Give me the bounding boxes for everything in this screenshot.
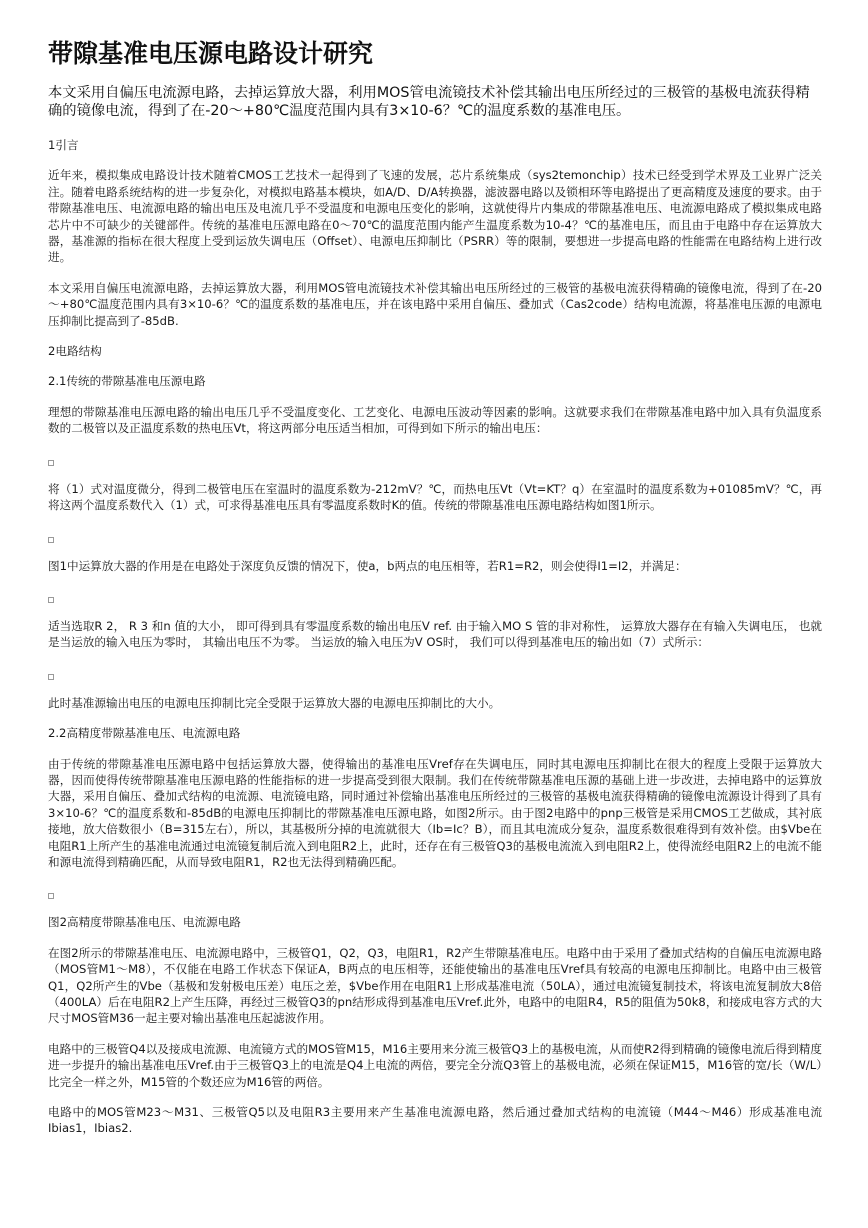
section-heading-intro: 1引言 (48, 138, 79, 152)
paragraph: 电路中的MOS管M23～M31、三极管Q5以及电阻R3主要用来产生基准电流源电路，然后通过叠加式结构的电流镜（M44～M46）形成基准电流Ibias1，Ibias2. (48, 1105, 822, 1136)
paragraph: 适当选取R 2， R 3 和n 值的大小， 即可得到具有零温度系数的输出电压V ref. 由于输入MO S 管的非对称性， 运算放大器存在有输入失调电压， 也就是当运放的输入电压为零时， 其输出电压不为零。 当运放的输入电压为V OS时， 我们可以得到基准电压的输出如（7）式所示： (48, 618, 822, 650)
equation-image (48, 451, 822, 467)
section-heading-circuit: 2电路结构 (48, 344, 102, 359)
paragraph: 理想的带隙基准电压源电路的输出电压几乎不受温度变化、工艺变化、电源电压波动等因素的影响。这就要求我们在带隙基准电路中加入具有负温度系数的二极管以及正温度系数的热电压Vt，将这两部分电压适当相加，可得到如下所示的输出电压： (48, 404, 822, 436)
paragraph: 图1中运算放大器的作用是在电路处于深度负反馈的情况下，使a，b两点的电压相等，若R1=R2，则会使得I1=I2，并满足： (48, 558, 687, 573)
equation-image (48, 588, 822, 604)
broken-image-icon (48, 597, 54, 603)
document-page (48, 34, 822, 1151)
paragraph: 电路中的三极管Q4以及接成电流源、电流镜方式的MOS管M15，M16主要用来分流三极管Q3上的基极电流，从而使R2得到精确的镜像电流后得到精度进一步提升的输出基准电压Vref.由于三极管Q3上的电流是Q4上电流的两倍，要完全分流Q3管上的基极电流，必须在保证M15，M16管的宽/长（W/L）比完全一样之外，M15管的个数还应为M16管的两倍。 (48, 1041, 822, 1089)
paragraph: 本文采用自偏压电流源电路，去掉运算放大器，利用MOS管电流镜技术补偿其输出电压所经过的三极管的基极电流获得精确的镜像电流，得到了在-20～+80℃温度范围内具有3×10-6？℃的温度系数的基准电压，并在该电路中采用自偏压、叠加式（Cas2code）结构电流源，将基准电压源的电源电压抑制比提高到了-85dB. (48, 280, 822, 328)
broken-image-icon (48, 893, 54, 899)
subsection-heading-high-precision: 2.2高精度带隙基准电压、电流源电路 (48, 726, 241, 741)
figure-image (48, 528, 822, 544)
paragraph: 将（1）式对温度微分，得到二极管电压在室温时的温度系数为-212mV？℃，而热电压Vt（Vt=KT？q）在室温时的温度系数为+01085mV？℃，再将这两个温度系数代入（1）式，可求得基准电压具有零温度系数时K的值。传统的带隙基准电压源电路结构如图1所示。 (48, 481, 822, 513)
paragraph: 此时基准源输出电压的电源电压抑制比完全受限于运算放大器的电源电压抑制比的大小。 (48, 695, 501, 710)
paragraph: 近年来，模拟集成电路设计技术随着CMOS工艺技术一起得到了飞速的发展，芯片系统集成（sys2temonchip）技术已经受到学术界及工业界广泛关注。随着电路系统结构的进一步复杂化，对模拟电路基本模块，如A/D、D/A转换器，滤波器电路以及锁相环等电路提出了更高精度及速度的要求。由于带隙基准电压、电流源电路的输出电压及电流几乎不受温度和电源电压变化的影响，这就使得片内集成的带隙基准电压、电流源电路成了模拟集成电路芯片中不可缺少的关键部件。传统的基准电压源电路在0～70℃的温度范围内能产生温度系数为10-4？℃的基准电压，而且由于电路中存在运算放大器，基准源的指标在很大程度上受到运放失调电压（Offset）、电源电压抑制比（PSRR）等的限制，要想进一步提高电路的性能需在电路结构上进行改进。 (48, 168, 822, 265)
broken-image-icon (48, 460, 54, 466)
page-title: 带隙基准电压源电路设计研究 (48, 39, 374, 68)
equation-image (48, 665, 822, 681)
figure-image (48, 884, 822, 900)
subsection-heading-traditional: 2.1传统的带隙基准电压源电路 (48, 374, 206, 389)
figure-caption: 图2高精度带隙基准电压、电流源电路 (48, 915, 241, 930)
broken-image-icon (48, 674, 54, 680)
broken-image-icon (48, 537, 54, 543)
paragraph: 在图2所示的带隙基准电压、电流源电路中，三极管Q1，Q2，Q3，电阻R1，R2产生带隙基准电压。电路中由于采用了叠加式结构的自偏压电流源电路（MOS管M1～M8），不仅能在电路工作状态下保证A，B两点的电压相等，还能使输出的基准电压Vref具有较高的电源电压抑制比。电路中由三极管Q1，Q2所产生的Vbe（基极和发射极电压差）电压之差，$Vbe作用在电阻R1上形成基准电流（50LA），通过电流镜复制技术，将该电流复制放大8倍（400LA）后在电阻R2上产生压降，再经过三极管Q3的pn结形成得到基准电压Vref.此外，电路中的电阻R4，R5的阻值为50k8，和接成电容方式的大尺寸MOS管M36一起主要对输出基准电压起滤波作用。 (48, 945, 822, 1026)
abstract: 本文采用自偏压电流源电路，去掉运算放大器，利用MOS管电流镜技术补偿其输出电压所经过的三极管的基极电流获得精确的镜像电流，得到了在-20～+80℃温度范围内具有3×10-6？℃的温度系数的基准电压。 (48, 85, 810, 119)
paragraph: 由于传统的带隙基准电压源电路中包括运算放大器，使得输出的基准电压Vref存在失调电压，同时其电源电压抑制比在很大的程度上受限于运算放大器，因而使得传统带隙基准电压源电路的性能指标的进一步提高受到很大限制。我们在传统带隙基准电压源的基础上进一步改进，去掉电路中的运算放大器，采用自偏压、叠加式结构的电流源、电流镜电路，同时通过补偿输出基准电压所经过的三极管的基极电流获得精确的镜像电流源设计得到了具有3×10-6？℃的温度系数和-85dB的电源电压抑制比的带隙基准电压源电路，如图2所示。由于图2电路中的pnp三极管是采用CMOS工艺做成，其衬底接地，放大倍数很小（B=315左右），所以，其基极所分掉的电流就很大（Ib=Ic？B），而且其电流成分复杂，温度系数很难得到有效补偿。由$Vbe在电阻R1上所产生的基准电流通过电流镜复制后流入到电阻R2上，此时，还存在有三极管Q3的基极电流流入到电阻R2上，使得流经电阻R2上的电流不能和源电流得到精确匹配，从而导致电阻R1，R2也无法得到精确匹配。 (48, 756, 822, 869)
